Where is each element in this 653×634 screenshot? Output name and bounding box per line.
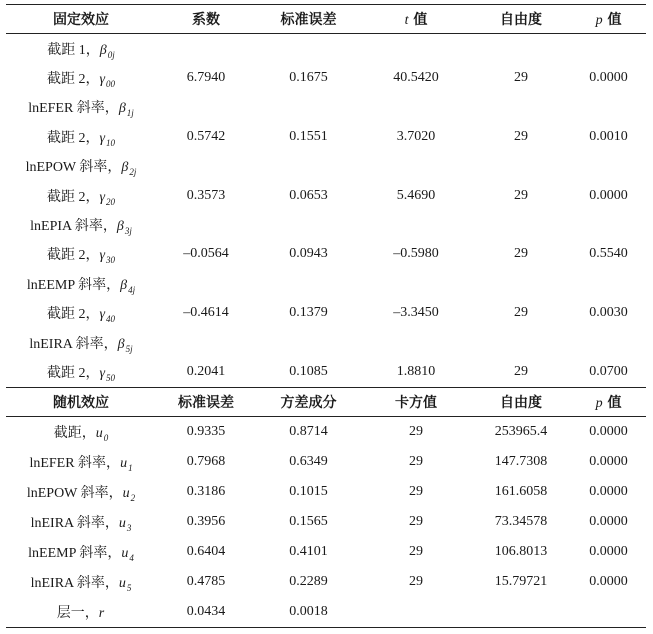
row-label-subscript: 3j xyxy=(124,226,132,237)
table-cell xyxy=(156,152,256,181)
table-cell: 147.7308 xyxy=(494,453,548,469)
row-label-text: 截距 2， xyxy=(46,248,100,264)
table-cell: 0.3956 xyxy=(186,513,226,529)
fixed-effect-row xyxy=(6,269,646,298)
table-cell: 0.2289 xyxy=(289,573,328,589)
table-cell xyxy=(471,34,571,64)
table-cell: –3.3450 xyxy=(393,305,439,321)
table-cell: 0.6404 xyxy=(186,543,226,559)
table-cell: 0.2041 xyxy=(186,363,226,379)
table-cell xyxy=(471,269,571,298)
row-label-symbol: u xyxy=(122,485,130,501)
table-cell: 106.8013 xyxy=(494,543,548,559)
table-cell: 0.1675 xyxy=(289,70,328,86)
header-random-effects: 随机效应 xyxy=(6,387,156,416)
table-cell: 0.1565 xyxy=(289,513,328,529)
row-label-subscript: 0j xyxy=(107,49,115,60)
table-cell: 0.0653 xyxy=(289,187,328,203)
row-label-subscript: 20 xyxy=(106,196,116,207)
random-effect-row xyxy=(6,477,646,507)
row-label xyxy=(6,447,156,477)
table-cell: 0.3573 xyxy=(186,187,226,203)
row-label-subscript: 4j xyxy=(128,284,136,295)
table-cell xyxy=(256,152,361,181)
fixed-effect-row xyxy=(6,93,646,122)
row-label-symbol: u xyxy=(118,575,126,591)
table-cell xyxy=(256,210,361,239)
table-cell xyxy=(361,597,471,628)
row-label-symbol: γ xyxy=(99,189,106,205)
table-cell xyxy=(361,269,471,298)
fixed-effect-row xyxy=(6,299,646,328)
table-cell xyxy=(361,210,471,239)
row-label-subscript: 5j xyxy=(125,343,133,354)
row-label xyxy=(6,34,156,64)
table-cell: 0.0018 xyxy=(256,597,361,628)
table-cell: 29 xyxy=(514,187,528,203)
table-cell: –0.4614 xyxy=(183,305,229,321)
table-cell: 0.0434 xyxy=(156,597,256,628)
table-cell: 0.0000 xyxy=(589,483,628,499)
table-cell: 0.1379 xyxy=(289,305,328,321)
row-label-text: lnEEMP 斜率， xyxy=(26,277,121,293)
row-label xyxy=(6,122,156,151)
table-cell: 0.8714 xyxy=(289,423,328,439)
table-cell xyxy=(256,269,361,298)
table-cell: 0.0000 xyxy=(589,453,628,469)
table-cell: 0.6349 xyxy=(289,453,328,469)
row-label-symbol: β xyxy=(117,336,125,352)
header-p-value xyxy=(571,5,646,34)
table-cell xyxy=(156,328,256,357)
table-cell xyxy=(571,328,646,357)
row-label-subscript: 40 xyxy=(106,314,116,325)
row-label-symbol: u xyxy=(95,425,103,441)
row-label-subscript: 2 xyxy=(130,492,136,503)
fixed-effect-row xyxy=(6,152,646,181)
header-t-symbol: t xyxy=(404,13,409,28)
table-cell: 0.0943 xyxy=(289,246,328,262)
fixed-effects-section xyxy=(6,5,646,388)
row-label-text: 截距 2， xyxy=(46,189,100,205)
random-effect-row xyxy=(6,416,646,447)
row-label-subscript: 5 xyxy=(126,582,132,593)
row-label-text: lnEEMP 斜率， xyxy=(28,545,122,561)
table-cell: 29 xyxy=(409,543,423,559)
random-effects-section xyxy=(6,387,646,627)
row-label-text: lnEPIA 斜率， xyxy=(30,219,117,235)
row-label-symbol: γ xyxy=(99,130,106,146)
row-label xyxy=(6,477,156,507)
header-coefficient: 系数 xyxy=(156,5,256,34)
table-cell: 0.4101 xyxy=(289,543,328,559)
header-std-error: 标准误差 xyxy=(156,387,256,416)
table-cell xyxy=(471,328,571,357)
table-cell: 0.9335 xyxy=(186,423,226,439)
table-cell: 0.3186 xyxy=(186,483,226,499)
table-cell xyxy=(471,152,571,181)
table-cell: 0.0030 xyxy=(589,305,628,321)
table-cell: 29 xyxy=(514,70,528,86)
table-cell xyxy=(256,93,361,122)
row-label xyxy=(6,63,156,92)
row-label-subscript: 10 xyxy=(106,137,116,148)
row-label-text: lnEPOW 斜率， xyxy=(26,485,123,501)
row-label-text: lnEFER 斜率， xyxy=(29,455,121,471)
header-t-value xyxy=(361,5,471,34)
row-label-subscript: 2j xyxy=(129,167,137,178)
table-cell: 0.0000 xyxy=(589,513,628,529)
row-label xyxy=(6,181,156,210)
header-p-symbol: p xyxy=(595,395,603,411)
table-cell: 0.5742 xyxy=(186,128,226,144)
row-label xyxy=(6,299,156,328)
fixed-effect-row xyxy=(6,210,646,239)
row-label-symbol: β xyxy=(116,219,124,235)
table-cell: 0.0000 xyxy=(589,543,628,559)
table-cell xyxy=(571,93,646,122)
row-label-symbol: u xyxy=(120,455,128,471)
random-effect-row xyxy=(6,447,646,477)
table-cell: 0.0000 xyxy=(589,573,628,589)
row-label-subscript: 50 xyxy=(106,372,116,383)
table-cell xyxy=(471,210,571,239)
table-cell: 6.7940 xyxy=(186,70,226,86)
row-label-symbol: u xyxy=(121,545,129,561)
header-p-suffix: 值 xyxy=(607,394,622,411)
table-cell xyxy=(156,210,256,239)
row-label-text: 截距 1， xyxy=(47,42,100,58)
table-cell: –0.0564 xyxy=(183,246,229,262)
table-cell xyxy=(571,34,646,64)
row-label xyxy=(6,210,156,239)
row-label-text: 截距 2， xyxy=(46,72,100,88)
row-label xyxy=(6,152,156,181)
table-cell: 5.4690 xyxy=(396,187,436,203)
table-cell xyxy=(361,93,471,122)
table-cell xyxy=(361,328,471,357)
table-cell: 0.1551 xyxy=(289,128,328,144)
row-label-symbol: γ xyxy=(99,365,106,381)
header-std-error: 标准误差 xyxy=(256,5,361,34)
table-cell: 0.0000 xyxy=(589,187,628,203)
row-label-symbol: u xyxy=(118,515,126,531)
row-label-text: lnEFER 斜率， xyxy=(28,101,119,117)
row-label-text: lnEIRA 斜率， xyxy=(29,336,118,352)
row-label xyxy=(6,597,156,628)
row-label-symbol: β xyxy=(99,42,107,58)
fixed-effect-row xyxy=(6,63,646,92)
table-cell: 29 xyxy=(409,513,423,529)
table-cell: 29 xyxy=(514,305,528,321)
table-cell: 0.1085 xyxy=(289,363,328,379)
table-cell: 29 xyxy=(514,363,528,379)
row-label-text: 截距 2， xyxy=(46,365,100,381)
row-label-subscript: 00 xyxy=(106,79,116,90)
fixed-effects-header xyxy=(6,5,646,34)
table-cell: 15.79721 xyxy=(494,573,548,589)
row-label xyxy=(6,240,156,269)
row-label-subscript: 30 xyxy=(106,255,116,266)
table-cell xyxy=(571,269,646,298)
table-cell: 0.4785 xyxy=(186,573,226,589)
row-label-subscript: 1j xyxy=(126,108,134,119)
fixed-effect-row xyxy=(6,34,646,64)
header-p-value xyxy=(571,387,646,416)
random-effect-row xyxy=(6,597,646,628)
table-cell xyxy=(571,597,646,628)
fixed-effect-row xyxy=(6,122,646,151)
header-p-symbol: p xyxy=(595,13,603,28)
header-df: 自由度 xyxy=(471,387,571,416)
table-cell: 0.5540 xyxy=(589,246,628,262)
table-cell: 0.1015 xyxy=(289,483,328,499)
random-effect-row xyxy=(6,567,646,597)
row-label xyxy=(6,416,156,447)
row-label-symbol: γ xyxy=(99,307,106,323)
table-cell xyxy=(156,269,256,298)
table-cell: 1.8810 xyxy=(396,363,436,379)
row-label xyxy=(6,357,156,387)
table-cell: 161.6058 xyxy=(494,483,548,499)
row-label xyxy=(6,537,156,567)
table-cell: 0.0000 xyxy=(589,70,628,86)
table-cell: 29 xyxy=(409,573,423,589)
table-cell xyxy=(156,34,256,64)
fixed-effect-row xyxy=(6,181,646,210)
header-variance-component: 方差成分 xyxy=(256,387,361,416)
row-label-subscript: 3 xyxy=(126,522,132,533)
row-label-symbol: r xyxy=(98,605,105,621)
table-cell xyxy=(571,152,646,181)
row-label-symbol: β xyxy=(118,101,126,117)
row-label-text: lnEIRA 斜率， xyxy=(30,515,119,531)
row-label xyxy=(6,328,156,357)
row-label xyxy=(6,93,156,122)
table-cell: 29 xyxy=(514,128,528,144)
table-cell: 3.7020 xyxy=(396,128,436,144)
header-fixed-effects: 固定效应 xyxy=(6,5,156,34)
row-label-subscript: 0 xyxy=(103,432,109,443)
row-label-text: 截距， xyxy=(53,425,96,441)
header-t-suffix: 值 xyxy=(413,12,428,28)
table-cell xyxy=(571,210,646,239)
table-cell: 73.34578 xyxy=(494,513,548,529)
row-label-symbol: γ xyxy=(99,248,106,264)
row-label-text: 层一， xyxy=(56,605,99,621)
row-label-symbol: β xyxy=(120,277,128,293)
row-label-text: lnEIRA 斜率， xyxy=(30,575,119,591)
header-p-suffix: 值 xyxy=(607,12,622,28)
row-label-subscript: 4 xyxy=(129,552,134,563)
regression-table-container xyxy=(6,4,646,628)
row-label-subscript: 1 xyxy=(128,462,133,473)
hlm-results-table xyxy=(6,4,646,628)
header-df: 自由度 xyxy=(471,5,571,34)
row-label xyxy=(6,269,156,298)
header-chi-square: 卡方值 xyxy=(361,387,471,416)
table-cell xyxy=(361,152,471,181)
row-label-symbol: γ xyxy=(99,72,106,88)
table-cell xyxy=(156,93,256,122)
row-label xyxy=(6,567,156,597)
row-label-text: 截距 2， xyxy=(46,130,100,146)
table-cell: 0.0700 xyxy=(589,363,628,379)
table-cell: 29 xyxy=(409,423,423,439)
table-cell xyxy=(471,93,571,122)
table-cell: 29 xyxy=(409,483,423,499)
fixed-effect-row xyxy=(6,240,646,269)
row-label-symbol: β xyxy=(121,160,129,176)
table-cell xyxy=(361,34,471,64)
table-cell: 0.0000 xyxy=(589,423,628,439)
table-cell xyxy=(471,597,571,628)
fixed-effect-row xyxy=(6,328,646,357)
table-cell: 29 xyxy=(514,246,528,262)
random-effects-header xyxy=(6,387,646,416)
table-cell xyxy=(256,328,361,357)
row-label xyxy=(6,507,156,537)
row-label-text: lnEPOW 斜率， xyxy=(25,160,122,176)
table-cell xyxy=(256,34,361,64)
table-cell: 29 xyxy=(409,453,423,469)
table-cell: 40.5420 xyxy=(393,70,439,86)
table-cell: 0.0010 xyxy=(589,128,628,144)
table-cell: –0.5980 xyxy=(393,246,439,262)
fixed-effect-row xyxy=(6,357,646,387)
random-effect-row xyxy=(6,507,646,537)
table-cell: 0.7968 xyxy=(186,453,226,469)
random-effect-row xyxy=(6,537,646,567)
row-label-text: 截距 2， xyxy=(46,307,100,323)
table-cell: 253965.4 xyxy=(494,423,548,439)
